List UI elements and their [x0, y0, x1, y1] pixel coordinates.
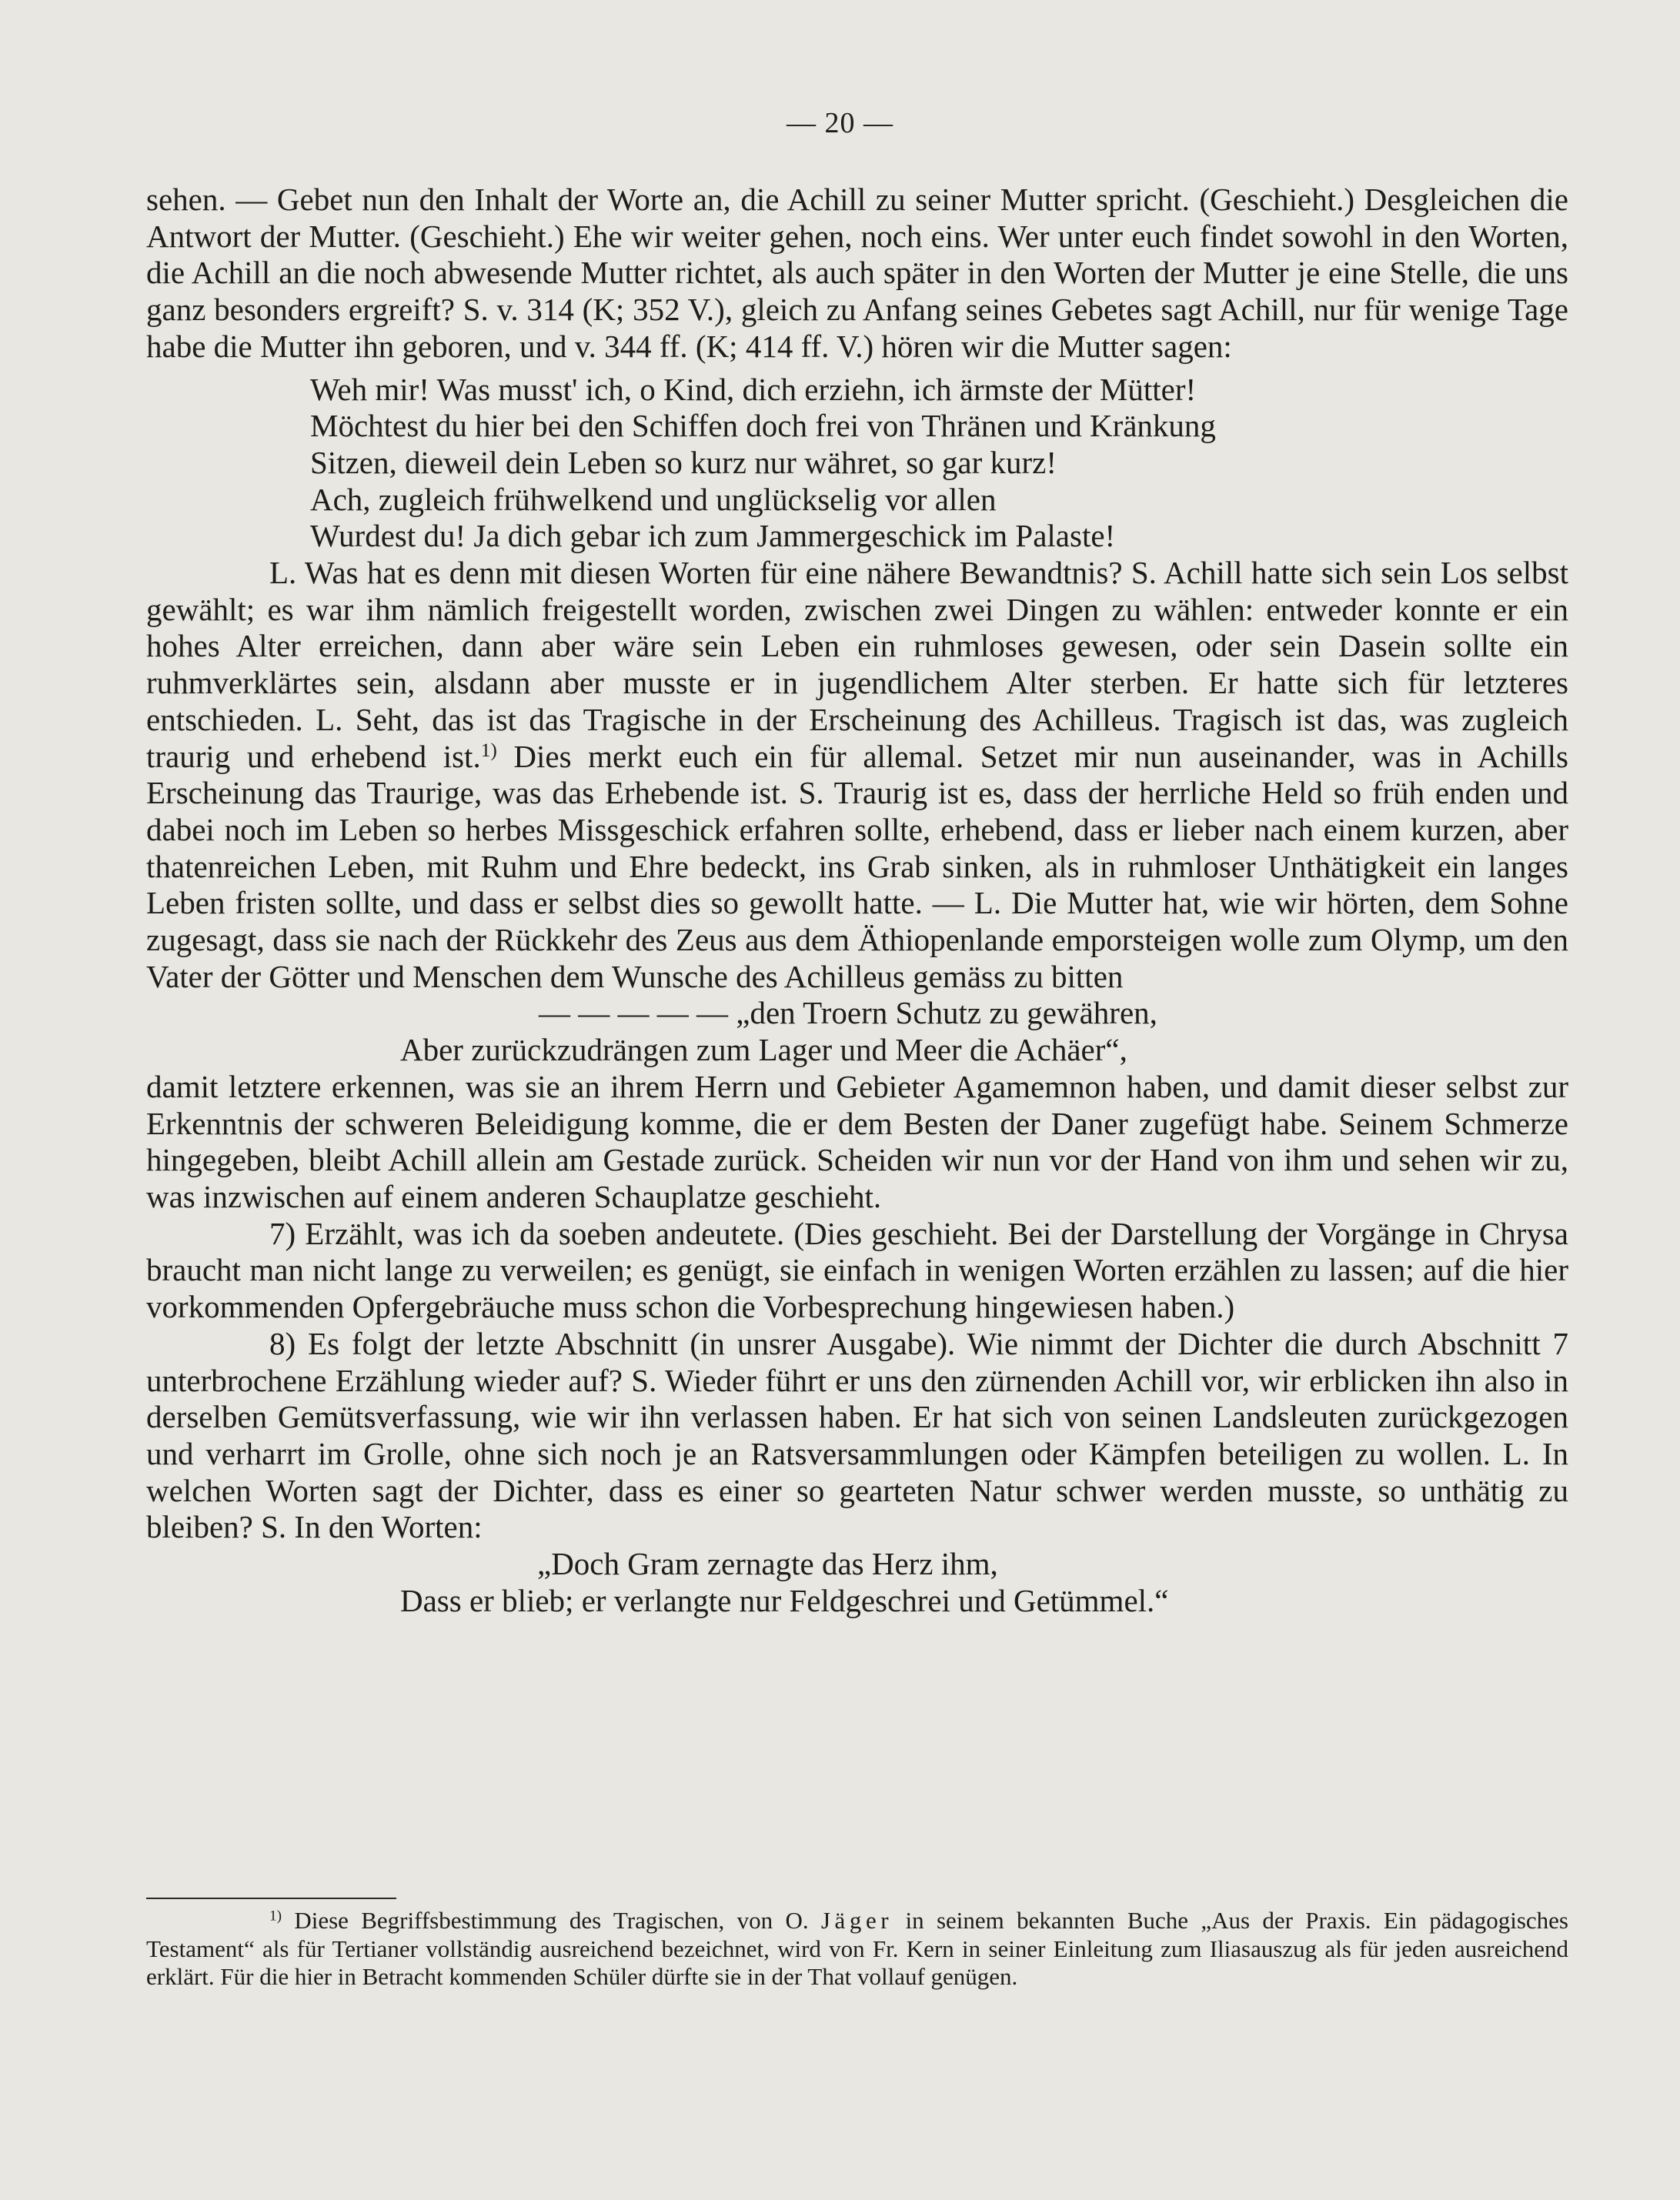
verse-block-2 [146, 995, 1568, 1068]
paragraph-1: sehen. — Gebet nun den Inhalt der Worte an, die Achill zu seiner Mutter spricht. (Geschieht.) Desgleichen die Antwort der Mutter. (Geschieht.) Ehe wir weiter gehen, noch eins. Wer unter euch findet sowohl in den Worten, die Achill an die noch abwesende Mutter richtet, als auch später in den Worten der Mutter je eine Stelle, die uns ganz besonders ergreift? S. v. 314 (K; 352 V.), gleich zu Anfang seines Gebetes sagt Achill, nur für wenige Tage habe die Mutter ihn geboren, und v. 344 ff. (K; 414 ff. V.) hören wir die Mutter sagen: [146, 182, 1568, 364]
footnote-text: $^{1)}$ Diese Begriffsbestimmung des Tragischen, von O. Jäger in seinem bekannten Buche „Aus der Praxis. Ein pädagogisches Testament“ als für Tertianer vollständig ausreichend bezeichnet, wird von Fr. Kern in seiner Einleitung zum Iliasauszug als für jeden ausreichend erklärt. Für die hier in Betracht kommenden Schüler dürfte sie in der That vollauf genügen. [146, 1907, 1568, 1990]
verse-line: Weh mir! Was musst' ich, o Kind, dich erziehn, ich ärmste der Mütter! [310, 371, 1197, 407]
paragraph-3: damit letztere erkennen, was sie an ihrem Herrn und Gebieter Agamemnon haben, und damit dieser selbst zur Erkenntnis der schweren Beleidigung komme, die er dem Besten der Daner zugefügt habe. Seinem Schmerze hingegeben, bleibt Achill allein am Gestade zurück. Scheiden wir nun vor der Hand von ihm und sehen wir zu, was inzwischen auf einem anderen Schauplatze geschieht. [146, 1068, 1568, 1214]
footnote [146, 1907, 1568, 1991]
paragraph-2-part-a: L. Was hat es denn mit diesen Worten für eine nähere Bewandtnis? S. Achill hatte sich sein Los selbst gewählt; es war ihm nämlich freigestellt worden, zwischen zwei Dingen zu wählen: entweder konnte er ein hohes Alter erreichen, dann aber wäre sein Leben ein ruhmloses gewesen, oder sein Dasein sollte ein ruhmverklärtes sein, alsdann aber musste er in jugendlichem Alter sterben. Er hatte sich für letzteres entschieden. L. Seht, das ist das Tragische in der Erscheinung des Achilleus. Tragisch ist das, was zugleich traurig und erhebend ist. [146, 555, 1568, 774]
footnote-separator [146, 1898, 396, 1899]
verse-line: Wurdest du! Ja dich gebar ich zum Jammergeschick im Palaste! [310, 518, 1116, 554]
verse-line: Sitzen, dieweil dein Leben so kurz nur währet, so gar kurz! [310, 444, 1057, 480]
verse-line: — — — — — „den Troern Schutz zu gewähren, [539, 995, 1157, 1031]
paragraph-5: 8) Es folgt der letzte Abschnitt (in unsrer Ausgabe). Wie nimmt der Dichter die durch Abschnitt 7 unterbrochene Erzählung wieder auf? S. Wieder führt er uns den zürnenden Achill vor, wir erblicken ihn also in derselben Gemütsverfassung, wie wir ihn verlassen haben. Er hat sich von seinen Landsleuten zurückgezogen und verharrt im Grolle, ohne sich noch je an Ratsversammlungen oder Kämpfen beteiligen zu wollen. L. In welchen Worten sagt der Dichter, dass es einer so gearteten Natur schwer werden musste, so unthätig zu bleiben? S. In den Worten: [146, 1325, 1568, 1545]
footnote-reference: 1) [480, 739, 497, 761]
verse-line: Dass er blieb; er verlangte nur Feldgeschrei und Getümmel.“ [400, 1582, 1169, 1618]
paragraph-4: 7) Erzählt, was ich da soeben andeutete. (Dies geschieht. Bei der Darstellung der Vorgänge in Chrysa braucht man nicht lange zu verweilen; es genügt, sie einfach in wenigen Worten erzählen zu lassen; auf die hier vorkommenden Opfergebräuche muss schon die Vorbesprechung hingewiesen haben.) [146, 1215, 1568, 1325]
main-text [146, 182, 1568, 1619]
verse-line: Aber zurückzudrängen zum Lager und Meer die Achäer“, [400, 1032, 1127, 1068]
spaced-name: Jäger [820, 1907, 893, 1934]
page-number: — 20 — [787, 107, 893, 139]
verse-line: Möchtest du hier bei den Schiffen doch frei von Thränen und Kränkung [310, 408, 1216, 444]
verse-block-1 [146, 372, 1568, 556]
footnote-mark: 1) [269, 1908, 282, 1925]
verse-line: Ach, zugleich frühwelkend und unglückselig vor allen [310, 481, 997, 517]
paragraph-2 [146, 555, 1568, 995]
verse-block-3 [146, 1546, 1568, 1619]
verse-line: „Doch Gram zernagte das Herz ihm, [537, 1546, 998, 1582]
paragraph-2-part-b: Dies merkt euch ein für allemal. Setzet mir nun auseinander, was in Achills Erscheinung das Traurige, was das Erhebende ist. S. Traurig ist es, dass der herrliche Held so früh enden und dabei noch im Leben so herbes Missgeschick erfahren sollte, erhebend, dass er lieber nach einem kurzen, aber thatenreichen Leben, mit Ruhm und Ehre bedeckt, ins Grab sinken, als in ruhmloser Unthätigkeit ein langes Leben fristen sollte, und dass er selbst dies so gewollt hatte. — L. Die Mutter hat, wie wir hörten, dem Sohne zugesagt, dass sie nach der Rückkehr des Zeus aus dem Äthiopenlande emporsteigen wolle zum Olymp, um den Vater der Götter und Menschen dem Wunsche des Achilleus gemäss zu bitten [146, 738, 1568, 994]
